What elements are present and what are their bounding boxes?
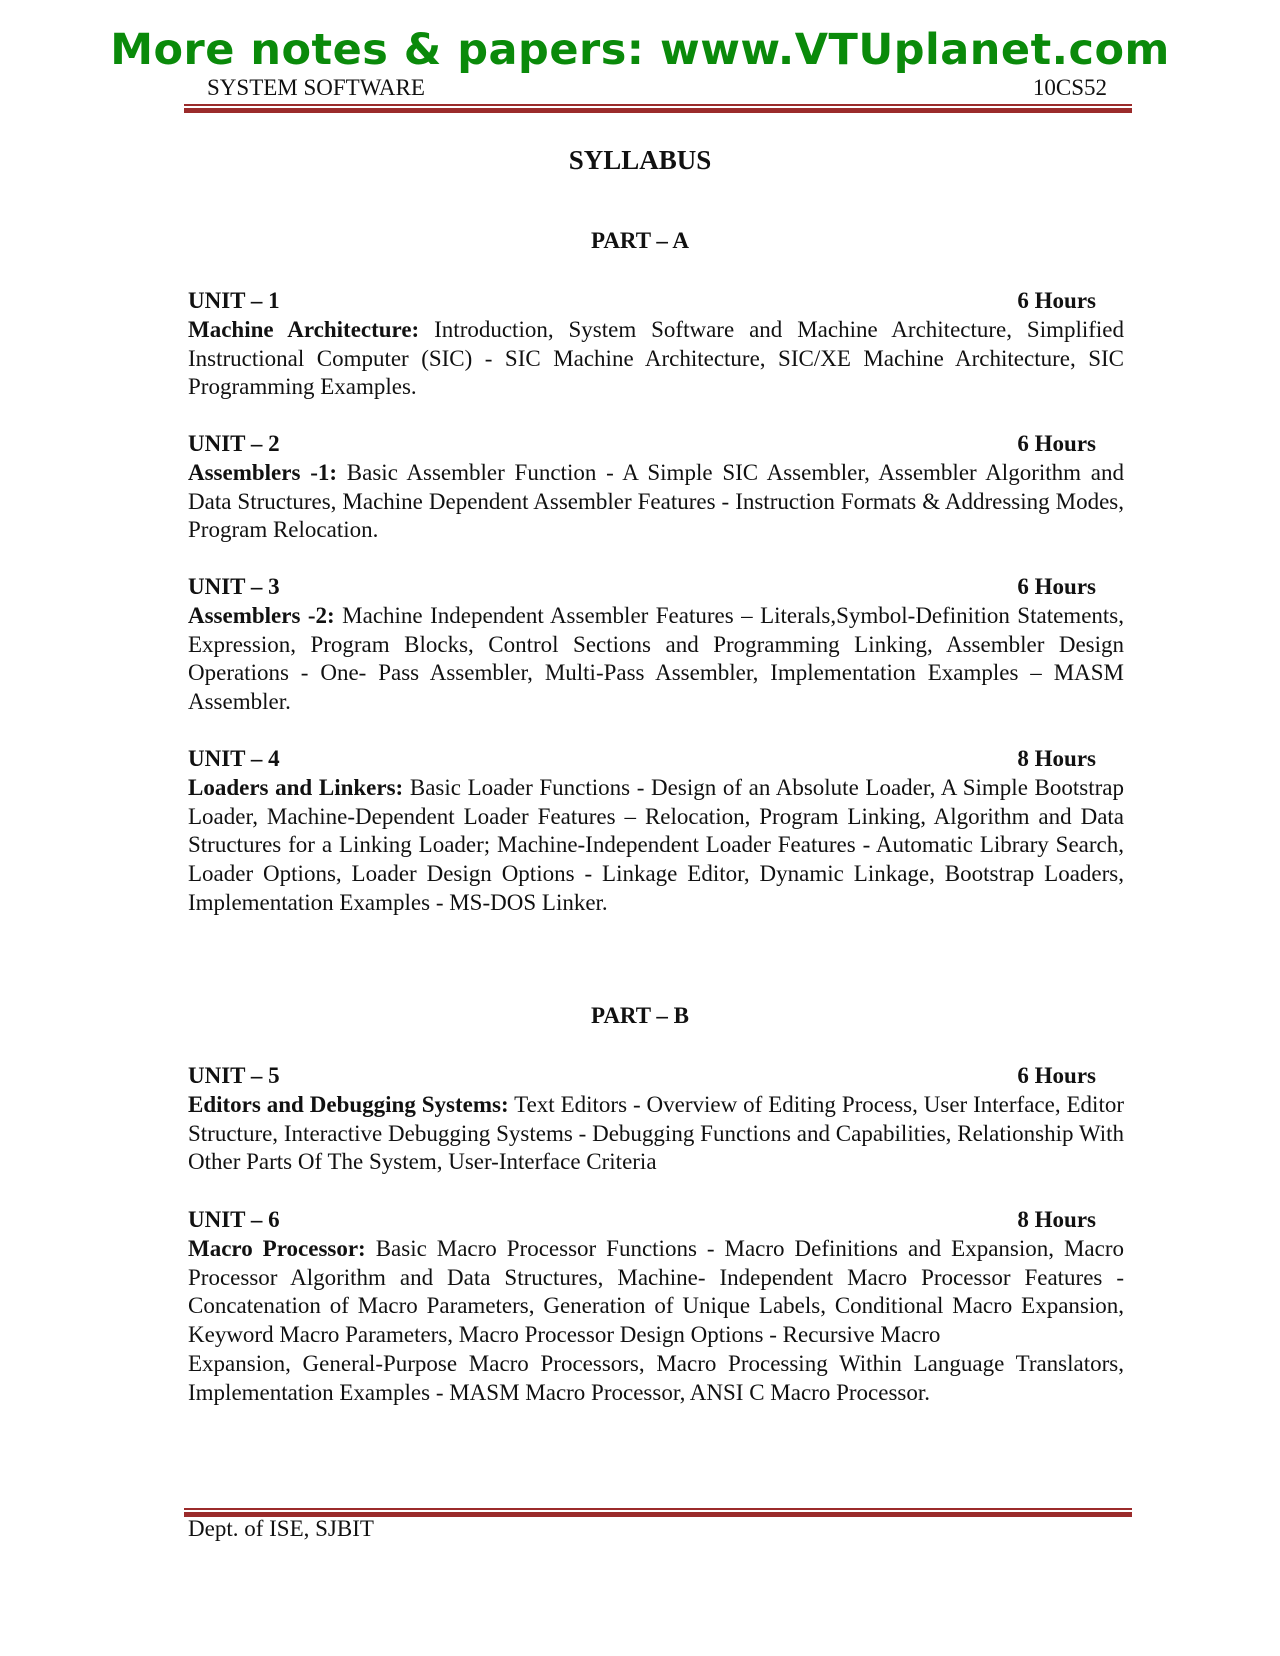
unit-description: [188, 459, 1124, 545]
unit-5-header: [188, 1062, 1124, 1091]
unit-4: [188, 745, 1124, 918]
unit-label: UNIT – 2: [188, 431, 280, 456]
unit-hours: 8 Hours: [1017, 1207, 1096, 1232]
unit-description: [188, 1235, 1124, 1350]
header-subject: SYSTEM SOFTWARE: [207, 75, 425, 100]
website-banner: More notes & papers: www.VTUplanet.com: [110, 25, 1170, 75]
unit-2-header: [188, 430, 1124, 459]
unit-6-header: [188, 1206, 1124, 1235]
unit-description: [188, 602, 1124, 717]
unit-topic: Assemblers -2:: [188, 602, 335, 628]
unit-label: UNIT – 4: [188, 746, 280, 771]
unit-label: UNIT – 5: [188, 1063, 280, 1088]
unit-1: [188, 287, 1124, 402]
unit-label: UNIT – 1: [188, 288, 280, 313]
page-title: SYLLABUS: [568, 145, 712, 175]
unit-label: UNIT – 3: [188, 574, 280, 599]
unit-label: UNIT – 6: [188, 1207, 280, 1232]
unit-topics-text: Introduction, System Software and Machine Architecture, Simplified Instructional Computer (SIC) - SIC Machine Architecture, SIC/XE Machine Architecture, SIC Programming Examples.: [188, 316, 1125, 400]
unit-description-continued: Expansion, General-Purpose Macro Processors, Macro Processing Within Language Translators, Implementation Examples - MASM Macro Processor, ANSI C Macro Processor.: [188, 1350, 1124, 1405]
header-rule: [184, 104, 1132, 113]
unit-topic: Editors and Debugging Systems:: [188, 1091, 509, 1117]
unit-hours: 6 Hours: [1017, 1063, 1096, 1088]
unit-6: [188, 1206, 1124, 1408]
unit-4-header: [188, 745, 1124, 774]
unit-topic: Assemblers -1:: [188, 459, 338, 485]
unit-hours: 6 Hours: [1017, 431, 1096, 456]
footer-department: Dept. of ISE, SJBIT: [188, 1516, 374, 1541]
unit-hours: 6 Hours: [1017, 574, 1096, 599]
unit-hours: 6 Hours: [1017, 288, 1096, 313]
unit-5: [188, 1062, 1124, 1177]
unit-topics-text: Text Editors - Overview of Editing Process, User Interface, Editor Structure, Interactive Debugging Systems - Debugging Functions and Capabilities, Relationship With Other Parts Of The System, User-Interface Criteria: [188, 1091, 1124, 1175]
part-b-heading: PART – B: [590, 1003, 690, 1028]
unit-hours: 8 Hours: [1017, 746, 1096, 771]
unit-topics-text: Basic Loader Functions - Design of an Absolute Loader, A Simple Bootstrap Loader, Machine-Dependent Loader Features – Relocation, Program Linking, Algorithm and Data Structures for a Linking Loader; Machine-Independent Loader Features - Automatic Library Search, Loader Options, Loader Design Options - Linkage Editor, Dynamic Linkage, Bootstrap Loaders, Implementation Examples - MS-DOS Linker.: [188, 774, 1124, 915]
unit-topic: Macro Processor:: [188, 1235, 366, 1261]
header-course-code: 10CS52: [1032, 75, 1107, 100]
unit-topic: Loaders and Linkers:: [188, 774, 404, 800]
unit-3: [188, 573, 1124, 717]
part-a-heading: PART – A: [590, 228, 690, 253]
unit-description: [188, 316, 1124, 402]
unit-topics-text: Machine Independent Assembler Features – Literals,Symbol-Definition Statements, Expression, Program Blocks, Control Sections and Programming Linking, Assembler Design Operations - One- Pass Assembler, Multi-Pass Assembler, Implementation Examples – MASM Assembler.: [188, 602, 1124, 715]
unit-2: [188, 430, 1124, 545]
unit-topics-text: Basic Macro Processor Functions - Macro Definitions and Expansion, Macro Processor Algorithm and Data Structures, Machine- Independent Macro Processor Features - Concatenation of Macro Parameters, Generation of Unique Labels, Conditional Macro Expansion, Keyword Macro Parameters, Macro Processor Design Options - Recursive Macro: [188, 1235, 1124, 1348]
unit-3-header: [188, 573, 1124, 602]
unit-description: [188, 1091, 1124, 1177]
unit-topics-text: Basic Assembler Function - A Simple SIC Assembler, Assembler Algorithm and Data Structures, Machine Dependent Assembler Features - Instruction Formats & Addressing Modes, Program Relocation.: [188, 459, 1125, 543]
unit-topic: Machine Architecture:: [188, 316, 420, 342]
unit-description: [188, 774, 1124, 918]
unit-1-header: [188, 287, 1124, 316]
